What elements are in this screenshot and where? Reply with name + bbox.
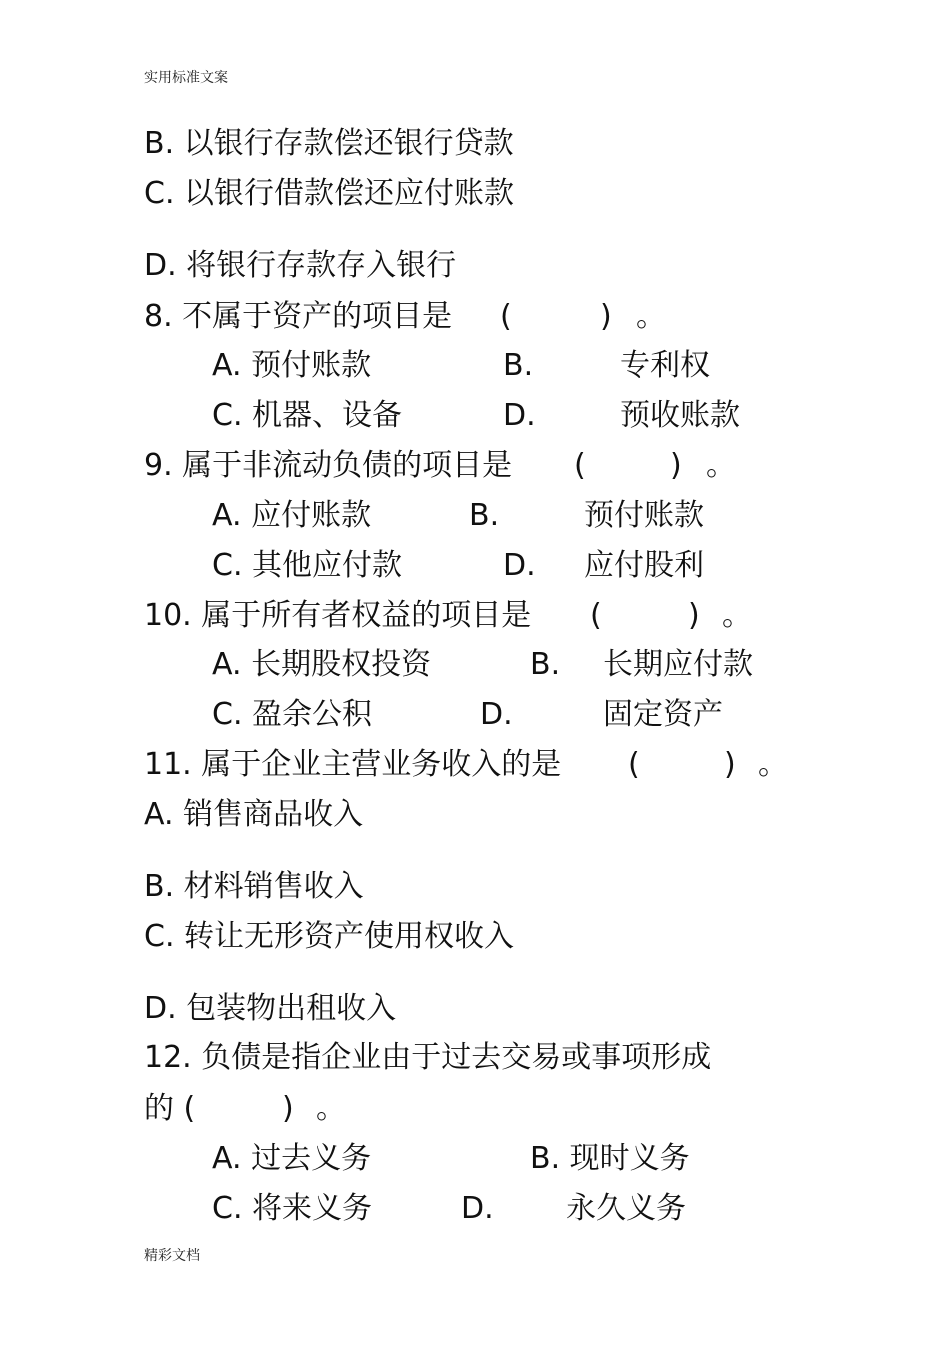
option-b-text-q10: 长期应付款 — [603, 647, 753, 682]
option-a-q12: A. 过去义务 — [212, 1141, 372, 1176]
option-a-q10: A. 长期股权投资 — [212, 647, 432, 682]
question-8-close-paren: ) — [600, 299, 612, 334]
option-a-q11: A. 销售商品收入 — [144, 797, 364, 832]
question-8-period: 。 — [636, 299, 666, 334]
option-d-text-q8: 预收账款 — [620, 398, 740, 433]
question-9-period: 。 — [706, 448, 736, 483]
option-d-text-q10: 固定资产 — [603, 697, 723, 732]
question-11-close-paren: ) — [724, 747, 736, 782]
question-11-period: 。 — [758, 747, 788, 782]
option-b-label-q10: B. — [530, 647, 561, 682]
option-d-text-q9: 应付股利 — [584, 548, 704, 583]
question-10-period: 。 — [722, 598, 752, 633]
option-b-text-q9: 预付账款 — [584, 498, 704, 533]
option-b-label-q9: B. — [469, 498, 500, 533]
option-d-label-q12: D. — [461, 1191, 494, 1226]
option-d-q7: D. 将银行存款存入银行 — [144, 248, 457, 283]
question-12-period: 。 — [316, 1091, 346, 1126]
option-b-q7: B. 以银行存款偿还银行贷款 — [144, 126, 514, 161]
question-12-close-paren: ) — [282, 1091, 294, 1126]
question-11-open-paren: ( — [628, 747, 640, 782]
option-a-q8: A. 预付账款 — [212, 348, 372, 383]
question-9-close-paren: ) — [670, 448, 682, 483]
option-d-label-q8: D. — [503, 398, 536, 433]
question-8-open-paren: ( — [500, 299, 512, 334]
option-b-label-q8: B. — [503, 348, 534, 383]
question-12: 12. 负债是指企业由于过去交易或事项形成 — [144, 1040, 712, 1075]
option-d-label-q10: D. — [480, 697, 513, 732]
question-10-open-paren: ( — [590, 598, 602, 633]
option-d-text-q12: 永久义务 — [566, 1191, 686, 1226]
option-b-q12: B. 现时义务 — [530, 1141, 690, 1176]
option-d-label-q9: D. — [503, 548, 536, 583]
option-c-q12: C. 将来义务 — [212, 1191, 373, 1226]
option-a-q9: A. 应付账款 — [212, 498, 372, 533]
question-11: 11. 属于企业主营业务收入的是 — [144, 747, 562, 782]
option-c-q9: C. 其他应付款 — [212, 548, 403, 583]
question-10-close-paren: ) — [688, 598, 700, 633]
option-d-q11: D. 包装物出租收入 — [144, 991, 397, 1026]
option-c-q11: C. 转让无形资产使用权收入 — [144, 919, 515, 954]
question-9-open-paren: ( — [574, 448, 586, 483]
question-10: 10. 属于所有者权益的项目是 — [144, 598, 532, 633]
option-c-q7: C. 以银行借款偿还应付账款 — [144, 176, 515, 211]
page-footer: 精彩文档 — [144, 1248, 200, 1264]
option-c-q10: C. 盈余公积 — [212, 697, 373, 732]
question-8: 8. 不属于资产的项目是 — [144, 299, 453, 334]
question-9: 9. 属于非流动负债的项目是 — [144, 448, 513, 483]
page-header: 实用标准文案 — [144, 70, 228, 86]
option-b-text-q8: 专利权 — [620, 348, 710, 383]
option-c-q8: C. 机器、设备 — [212, 398, 403, 433]
question-12-continuation: 的 ( — [144, 1091, 196, 1126]
option-b-q11: B. 材料销售收入 — [144, 869, 364, 904]
